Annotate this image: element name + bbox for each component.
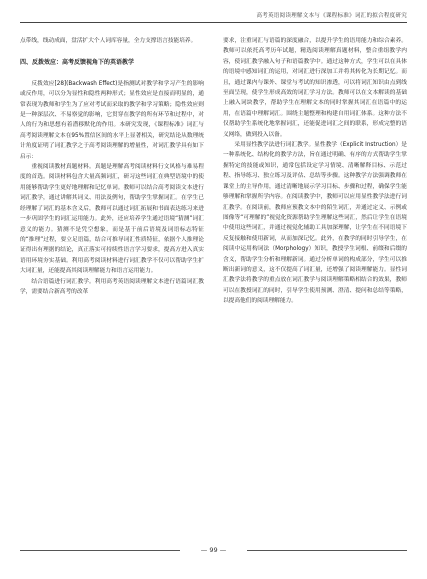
page-number: — 99 —: [200, 546, 227, 554]
paragraph-continued: 要求，注重词汇与语篇的深度融合，以提升学生的语用能力和综合素养。教师可以依托高考历年试题，精选阅读理解真题材料，整合重组教学内容，使词汇教学融入句子和语篇教学中。通过这种方式，学生可以在具体的语境中感知词汇的运用，对词汇进行深加工并将其转化为长期记忆。而且，通过课内与课外、课堂与考试的知识渗透，可以将词汇知识由点到线至面呈现，使学生形成高效的词汇学习方法。教师可以在文本解读的基础上融入词块教学，帮助学生在理解文本的同时掌握其词汇在语篇中的运用，在语篇中理解词汇。围绕主题整理和构建自用词汇体系。这种方法不仅帮助学生系统化地掌握词汇，还能促进词汇之间的联系，形成完整的语义网络，做到投入以备。: [223, 38, 407, 138]
right-column: [223, 36, 407, 307]
paragraph-backwash-effect: 反拨效应[28](Backwash Effect)是指测试对教学和学习产生的影响或反作用，可以分为显性和隐性两种形式；显性效应是直接而明显的，通常表现为教师和学生为了应对考试而采取的教学和学习策略；隐性效应则是一种深层次、不易察觉的影响，它贯穿在教学的所有环节和过程中，对人的行为和思想有着潜移默化的作用。本研究发现，《课程标准》词汇与高考阅读理解文本在95%置信区间的水平上显著相关，研究结论从数理统计角度证明了词汇教学之于高考阅读理解的增量性，对词汇教学具有如下启示：: [20, 80, 204, 160]
intro-paragraph: 点带线，线动成面，盘活扩大个人词库容量，全力支撑语言技能培养。: [20, 38, 197, 44]
paragraph-discourse-vocabulary: 结合语篇进行词汇教学。利用高考英语阅读理解文本进行语篇词汇教学，需要结合新高考的改革: [20, 278, 204, 295]
header-rule: [20, 22, 407, 23]
section-heading: 四、反拨效应：高考反馈视角下的英语教学: [20, 59, 135, 67]
left-column: [20, 36, 204, 297]
paragraph-explicit-instruction: 采用显性教学法进行词汇教学。显性教学（Explicit Instruction）是一种系统化、结构化的教学方法，旨在通过明确、有序的方式帮助学生掌握特定的技能或知识，通常包括设定学习情境、清晰解释目标、示范过程、指导练习、独立练习及评估、总结等步骤。这种教学方法强调教师在课堂上的主导作用，通过清晰地展示学习目标、步骤和过程，确保学生能够理解和掌握所学内容。在阅读教学中，教师可以应用显性教学法进行词汇教学。在阅读前，教师应预教文本中的陌生词汇，并通过定义、示例或图像等“可理解的”视觉化资源帮助学生理解这些词汇，然后让学生在语境中使用这些词汇，并通过视觉化辅助工具加深理解，让学生在不同语境下反复接触和使用新词，从而加深记忆。此外，在教学的同时引导学生，在阅读中运用构词法（Morphology）知识，教授学生词根、前缀和后缀的含义，帮助学生分析和理解新词。通过分析单词的构成部分，学生可以推断出新词的意义，这不仅提高了词汇量，还增强了阅读理解能力。显性词汇教学法将教学的重点放在词汇教学与阅读理解策略相结合的效果，教师可以在教授词汇的同时，引导学生使用预测、澄清、提问和总结等策略，以提高他们的阅读理解能力。: [223, 142, 407, 305]
paragraph-real-exam-materials: 重视阅读教材真题材料。真题是理解高考阅读材料行文风格与难易程度的首选。阅读材料包含大量高频词汇，研习这些词汇在典型语境中的使用能够帮助学生更好地理解和记忆单词。教师可以结合高考阅读文本进行词汇教学，通过讲解其词义、用法及例句，帮助学生掌握词汇。在学生已经理解了词汇的基本含义后，教师可以通过词汇拓展和书面表达练习来进一步巩固学生的词汇运用能力。此外，还应培养学生通过语境“猜测”词汇意义的能力。猜测不是凭空想象，而是基于前后语境及词语标志特征的“推理”过程，要立足语篇，结合可推导词汇性质特征，依据个人推理论证得出有理据的结论，真正落实可持续性语言学习要求，提高方进入真实语用环境夯实基础。利用高考阅读材料进行词汇教学不仅可以帮助学生扩大词汇量，还能提高其阅读理解能力和语言运用能力。: [20, 164, 204, 275]
running-head: 高考英语阅读理解文本与《课程标准》词汇的拟合程度研究: [256, 13, 407, 19]
